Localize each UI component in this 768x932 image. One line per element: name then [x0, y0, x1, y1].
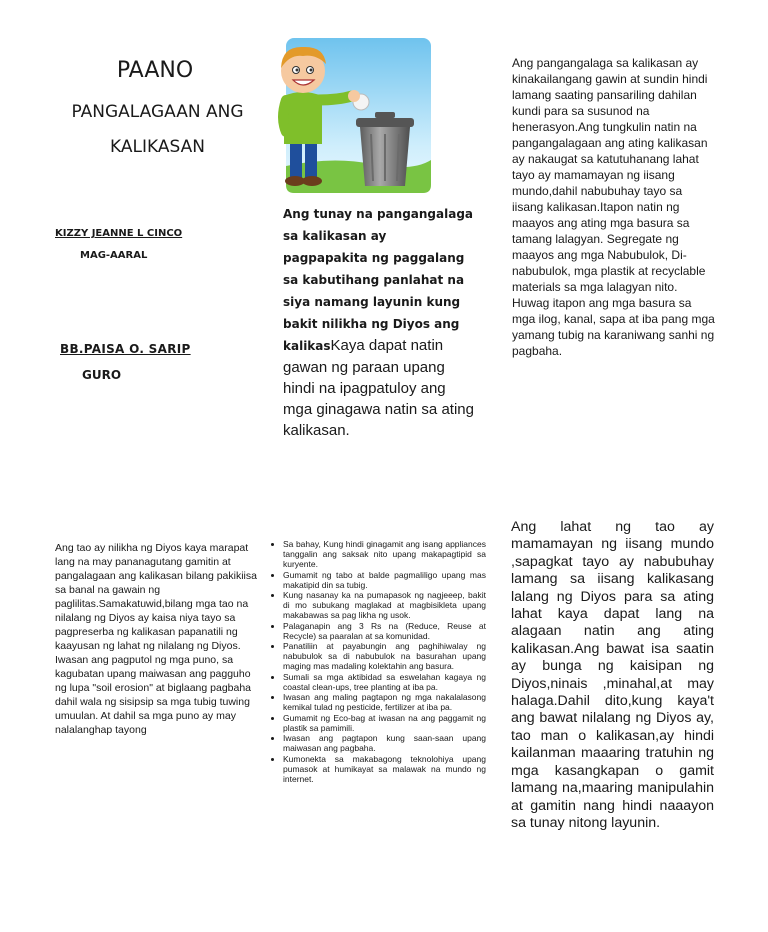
subtitle-line-2: KALIKASAN — [110, 137, 205, 157]
list-item: • Kung nasanay ka na pumapasok ng nagjeeep, bakit di mo subukang maglakad at magbisikleta upang makabawas sa pag likha ng usok. — [283, 590, 486, 620]
list-item: • Sumali sa mga aktibidad sa eswelahan kagaya ng coastal clean-ups, tree planting at iba pa. — [283, 672, 486, 692]
list-item: • Gumamit ng tabo at balde pagmaliligo upang mas makatipid din sa tubig. — [283, 570, 486, 590]
page-subtitle — [55, 95, 260, 165]
list-item: • Kumonekta sa makabagong teknolohiya upang pumasok at humikayat sa malawak na mundo ng internet. — [283, 754, 486, 784]
left-bottom-paragraph: Ang tao ay nilikha ng Diyos kaya marapat lang na may pananagutang gamitin at pangalagaan ang kalikasan bilang pakikiisa sa banal na gawain ng paglilitas.Samakatuwid,bilang mga tao na nilalang ng Diyos ay kaisa niya tayo sa pagpreserba ng kalikasan papanatili ng kaayusan ng lahat ng nilalang ng Diyos. Iwasan ang pagputol ng mga puno, sa kagubatan upang maiwasan ang pagguho ng lupa "soil erosion" at biglaang pagbaha dahil wala ng sisipsip sa mga tubig tuwing umuulan. At dahil sa mga puno ay may nalalanghap tayong — [55, 542, 257, 736]
middle-top-bold-text: Ang tunay na pangangalaga sa kalikasan ay pagpapakita ng paggalang sa kabutihang panlahat na siya namang layunin kung bakit nilikha ng Diyos ang kalikas — [283, 207, 474, 353]
middle-top-paragraph — [283, 203, 475, 441]
list-item: • Gumamit ng Eco-bag at iwasan na ang paggamit ng plastik sa pamimili. — [283, 713, 486, 733]
author-role: MAG-AARAL — [80, 250, 148, 261]
teacher-role: GURO — [82, 368, 122, 382]
right-bottom-paragraph: Ang lahat ng tao ay mamamayan ng iisang mundo ,sapagkat tayo ay nabubuhay lamang sa iisang kalikasang lalang ng Diyos para sa ating lahat kaya dapat lang na alagaan natin ang ating kalikasan.Ang bawat isa saatin ay bunga ng kaisipan ng Diyos,ninais ,minahal,at may halaga.Dahil dito,kung kaya't ang bawat nilalang ng Diyos ay, tao man o kalikasan,ay hindi kailanman maaaring tratuhin ng mga kasangkapan o gamit lamang na,maaring manipulahin at gamitin nang hindi naaayon sa tunay nitong layunin. — [511, 519, 714, 831]
tips-list-panel — [270, 539, 486, 784]
list-item: • Panatiliin at payabungin ang paghihiwalay ng nabubulok sa di nabubulok na basurahan upang maging mas madaling kolektahin ang basura. — [283, 641, 486, 671]
list-item: • Iwasan ang maling pagtapon ng mga nakalalasong kemikal tulad ng pesticide, fertilizer at iba pa. — [283, 692, 486, 712]
subtitle-line-1: PANGALAGAAN ANG — [71, 102, 244, 122]
list-item: • Iwasan ang pagtapon kung saan-saan upang maiwasan ang pagbaha. — [283, 733, 486, 753]
boy-trash-can-icon — [272, 38, 432, 193]
tips-list — [270, 539, 486, 784]
list-item: • Palaganapin ang 3 Rs na (Reduce, Reuse at Recycle) sa paaralan at sa komunidad. — [283, 621, 486, 641]
middle-top-normal-text: Kaya dapat natin gawan ng paraan upang hindi na ipagpatuloy ang mga ginagawa natin sa ating kalikasan. — [283, 337, 474, 439]
author-name: KIZZY JEANNE L CINCO — [55, 228, 183, 239]
page-title: PAANO — [116, 58, 194, 83]
right-top-paragraph: Ang pangangalaga sa kalikasan ay kinakailangang gawin at sundin hindi lamang saating pansariling dahilan kundi para sa susunod na henerasyon.Ang tungkulin natin na pangangalagaan ang ating kalikasan ay nakaugat sa katutuhanang lahat tayo ay mamamayan ng iisang mundo,dahil nabubuhay tayo sa iisang kalikasan.Itapon natin ng maayos ang ating mga basura sa tamang lalagyan. Segregate ng maayos ang mga Nabubulok, Di-nabubulok, mga plastik at recyclable materials sa mga lalagyan nito. Huwag itapon ang mga basura sa mga ilog, kanal, sapa at iba pang mga yamang tubig na karaniwang sanhi ng pagbaha. — [512, 56, 715, 358]
teacher-name: BB.PAISA O. SARIP — [60, 342, 191, 356]
list-item: • Sa bahay, Kung hindi ginagamit ang isang appliances tanggalin ang saksak nito upang makapagtipid sa kuryente. — [283, 539, 486, 569]
